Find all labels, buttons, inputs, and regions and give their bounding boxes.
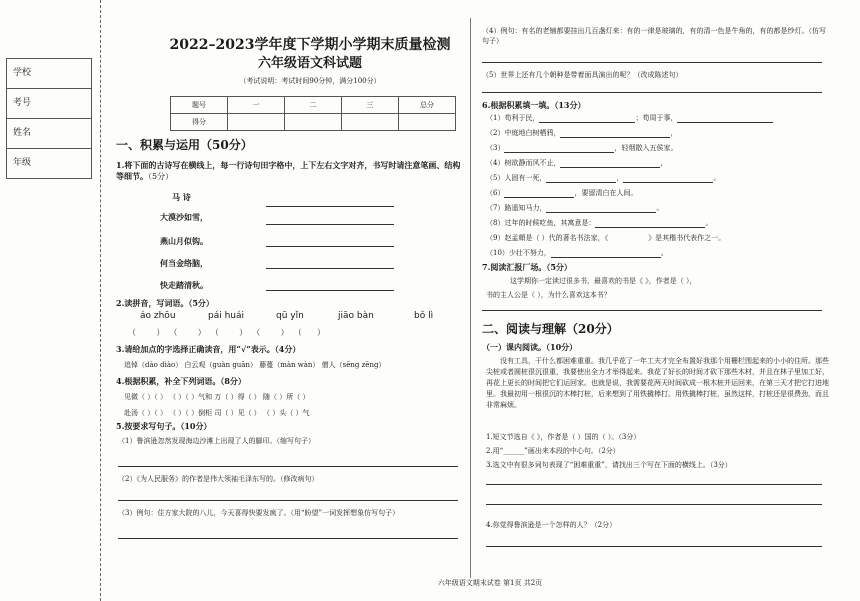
q5-3: （3）例句：住方家大院的八儿，今天喜得快要发疯了。（用“盼望”一词发挥想象仿写句子）: [118, 509, 400, 517]
pinyin-answer-brackets[interactable]: （ ） （ ） （ ） （ ） （ ）: [128, 328, 325, 337]
score-cell[interactable]: [285, 114, 342, 131]
q6-list[interactable]: （1）苟利于民， ；苟周于事， （2）中庭地白树栖鸦， ， （3） ，轻烟散入五侯家。 （4）树欲静而风不止， ， （5）人固有一死， ， 。 （6） ，要留清白在人间。 （7）路遥知马力， 。 （8）过年的时候吃鱼，其寓意是： 。 （9）赵孟頫是（ ）代的著名书法家，《 》是其楷书代表作之一。 （10）少壮不努力， 。: [486, 113, 831, 263]
q5-2: （2）《为人民服务》的作者是伟大领袖毛泽东写的。（修改病句）: [118, 475, 319, 483]
poem-line: 何当金络脑，: [160, 258, 208, 268]
score-header: 总分: [399, 97, 456, 114]
poem-line: 燕山月似钩。: [160, 236, 208, 246]
q5-4: （4）例句：有名的老铺都要挂出几百盏灯来：有的一律是玻璃的，有的清一色是牛角的，有的都是纱灯。（仿写句子）: [482, 27, 826, 45]
q1-text: 1.将下面的古诗写在横线上，每一行诗句田字格中，上下左右文字对齐，书写时请注意笔画、结构等细节。（5分）: [116, 160, 461, 181]
score-table: [170, 96, 456, 131]
q5-text: 5.按要求写句子。（10分）: [116, 421, 212, 431]
answer-line[interactable]: [266, 246, 394, 247]
q3-text: 3.请给加点的字选择正确读音，用“√”表示。（4分）: [116, 344, 301, 354]
answer-line[interactable]: [486, 546, 822, 547]
page-footer: 六年级语文期末试卷 第1页 共2页: [437, 579, 543, 587]
q7-text: 7.阅读汇报厂场。（5分）: [482, 262, 572, 272]
answer-line[interactable]: [118, 500, 458, 501]
poem-line: 快走踏清秋。: [160, 280, 208, 290]
answer-line[interactable]: [482, 92, 822, 93]
reading-q1[interactable]: 1.短文节选自《 》，作者是（ ）国的（ ）。（3分）: [486, 433, 641, 441]
answer-line[interactable]: [482, 62, 822, 63]
q4-line[interactable]: 赴汤（ ）（ ） （ ）（ ）倒柜 司（ ）见（ ） （ ）头（ ）气: [124, 409, 310, 417]
student-info-table: [6, 58, 92, 179]
info-school: 学校: [7, 59, 91, 89]
answer-line[interactable]: [266, 206, 394, 207]
score-cell[interactable]: [228, 114, 285, 131]
page-divider: [470, 18, 471, 578]
score-cell[interactable]: [342, 114, 399, 131]
pinyin-item: pái huái: [208, 311, 245, 321]
section1-title: 一、积累与运用（50分）: [116, 138, 253, 152]
pinyin-item: qū yǐn: [276, 311, 304, 321]
info-grade: 年级: [13, 158, 32, 168]
answer-line[interactable]: [118, 538, 458, 539]
reading-passage: 没有工具，干什么都困难重重。我几乎花了一年工夫才完全布置好我那个用栅栏围起来的小小的住所。那些尖桩或者圆桩很沉很重，我要使出全力才举得起来。我花了好长的时间才砍下那些木材，并且在林子里加工好，再花上更长的时间把它们运回家。也就是说，我需要花两天时间砍成一根木桩并运回来，在第三天才把它打进地里。我最初用一根很沉的木棒打桩，后来想到了用铁撬棒打。用铁撬棒打桩，虽然这样，打桩还是很费劲，而且非常麻烦。: [486, 357, 829, 409]
answer-line[interactable]: [266, 224, 394, 225]
q4-line[interactable]: 见微（ ）（ ） （ ）（ ）气和 万（ ）得（ ） 随（ ）所（ ）: [124, 393, 310, 401]
q5-1: （1）鲁滨逊忽然发现海边沙滩上出现了人的脚印。（缩写句子）: [118, 437, 315, 445]
info-exam-number: 考号: [7, 89, 91, 119]
reading-q2[interactable]: 2.用“______”画出来本段的中心句。（2分）: [486, 447, 620, 455]
score-header: 题号: [171, 97, 228, 114]
answer-line[interactable]: [482, 310, 822, 311]
pinyin-item: jiāo bàn: [338, 311, 374, 321]
exam-note: （考试说明：考试时间90分钟，满分100分）: [239, 77, 381, 85]
answer-line[interactable]: [266, 268, 394, 269]
poem-line: 大漠沙如雪，: [160, 212, 208, 222]
q4-text: 4.根据积累，补全下列词语。（8分）: [116, 376, 246, 386]
score-cell[interactable]: [399, 114, 456, 131]
info-name: 姓名: [7, 119, 91, 149]
q7-text1[interactable]: 这学期你一定读过很多书，最喜欢的书是《 》，作者是（ ），: [510, 277, 697, 285]
q7-text2[interactable]: 书的主人公是（ ），为什么喜欢这本书？: [486, 291, 611, 299]
score-header: 一: [228, 97, 285, 114]
q6-text: 6.根据积累填一填。（13分）: [482, 100, 586, 110]
q2-text: 2.读拼音，写词语。（5分）: [116, 298, 214, 308]
reading-q3: 3.选文中有很多词句表现了“困难重重”，请找出三个写在下面的横线上。（3分）: [486, 461, 732, 469]
poem-title: 马 诗: [172, 192, 191, 202]
answer-line[interactable]: [486, 484, 822, 485]
binding-line: [100, 0, 101, 601]
reading-q4: 4.你觉得鲁滨逊是一个怎样的人？（2分）: [486, 521, 617, 529]
answer-line[interactable]: [266, 290, 394, 291]
q3-items[interactable]: 追悼（dào diào） 白云观（guàn guān） 藤蔓（màn wàn） 僧人（sēng zēng）: [124, 361, 386, 369]
score-label: 得分: [171, 114, 228, 131]
exam-title: 2022–2023学年度下学期小学期末质量检测: [169, 37, 451, 53]
answer-line[interactable]: [118, 466, 458, 467]
exam-subtitle: 六年级语文科试题: [257, 56, 362, 71]
section2-title: 二、阅读与理解（20分）: [482, 322, 619, 336]
score-header: 二: [285, 97, 342, 114]
pinyin-item: bǒ lì: [414, 311, 434, 321]
q5-5: （5）世界上还有几个朝种是带着面具演出的呢？（改成陈述句）: [482, 71, 683, 79]
pinyin-item: áo zhōu: [140, 311, 176, 321]
score-header: 三: [342, 97, 399, 114]
answer-line[interactable]: [486, 504, 822, 505]
reading-sub1: （一）课内阅读。（10分）: [482, 342, 578, 352]
